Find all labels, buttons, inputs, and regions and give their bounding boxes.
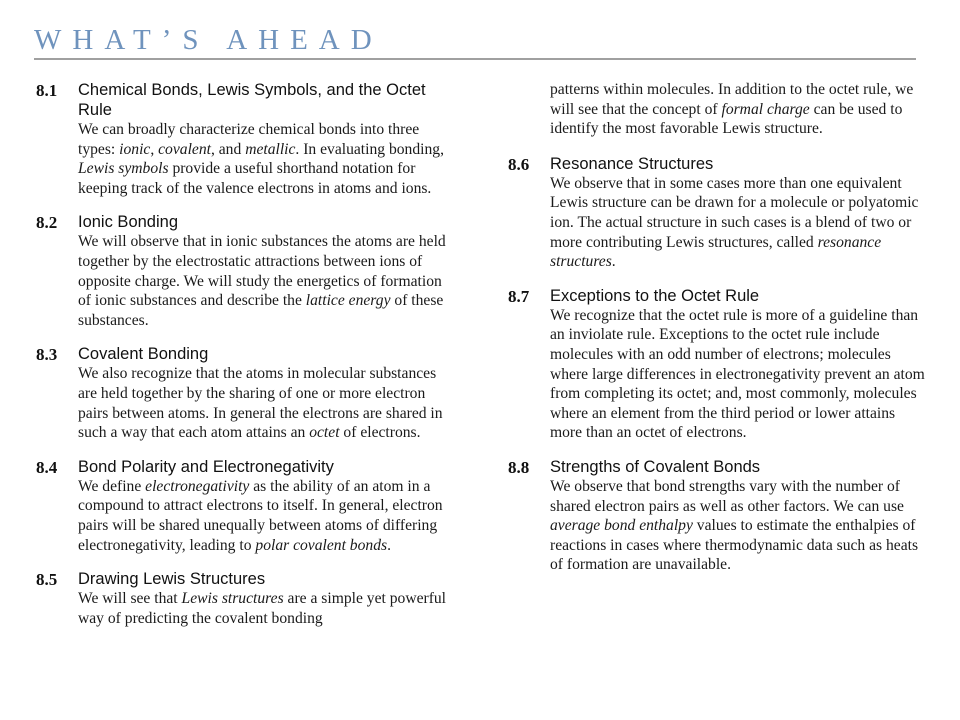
- italic-term: polar covalent bonds: [255, 536, 388, 554]
- section-title: Bond Polarity and Electronegativity: [78, 457, 334, 476]
- section-8-2: [36, 212, 456, 330]
- section-body: [78, 477, 456, 555]
- body-text: We observe that bond strengths vary with the number of shared electron pairs as well as other factors. We can use: [550, 477, 904, 515]
- body-text: as the ability of an atom in a compound to attract electrons to itself. In general, electron pairs will be shared unequally between atoms of differing electronegativity, leading to: [78, 477, 443, 554]
- section-title: Covalent Bonding: [78, 345, 209, 364]
- italic-term: covalent: [158, 140, 211, 158]
- italic-term: octet: [309, 424, 340, 442]
- italic-term: average bond enthalpy: [550, 517, 693, 535]
- section-number: 8.8: [508, 457, 530, 477]
- section-body: [550, 477, 928, 575]
- body-text: provide a useful shorthand notation for keeping track of the valence electrons in atoms and ions.: [78, 160, 432, 197]
- section-8-4: [36, 457, 456, 555]
- section-number: 8.5: [36, 570, 58, 590]
- italic-term: resonance structures: [550, 233, 882, 271]
- body-text: of these substances.: [78, 292, 444, 329]
- section-title: Strengths of Covalent Bonds: [550, 457, 761, 476]
- section-8-5: [36, 569, 456, 628]
- italic-term: Lewis symbols: [78, 160, 169, 178]
- body-text: We also recognize that the atoms in molecular substances are held together by the sharing of one or more electron pairs between atoms. In general the electrons are shared in such a way that each atom attains an: [78, 365, 443, 442]
- italic-term: Lewis structures: [181, 590, 284, 608]
- section-title: Ionic Bonding: [78, 213, 178, 232]
- italic-term: lattice energy: [305, 292, 391, 310]
- right-column: [508, 80, 928, 589]
- section-8-1: [36, 80, 456, 198]
- section-body: [550, 174, 928, 272]
- body-text: ,: [150, 140, 159, 158]
- section-number: 8.3: [36, 345, 58, 365]
- body-text: are a simple yet powerful way of predicting the covalent bonding: [78, 590, 447, 627]
- title-divider: [34, 58, 916, 60]
- section-8-8: [508, 457, 928, 575]
- section-title: Chemical Bonds, Lewis Symbols, and the Octet Rule: [78, 81, 426, 119]
- italic-term: metallic: [245, 140, 296, 158]
- italic-term: electronegativity: [145, 477, 250, 495]
- section-8-5-continued: [550, 80, 928, 139]
- section-8-6: [508, 154, 928, 272]
- body-text: can be used to identify the most favorable Lewis structure.: [550, 100, 903, 138]
- body-text: We can broadly characterize chemical bonds into three types:: [78, 121, 420, 158]
- page-title: WHAT’S AHEAD: [34, 24, 383, 56]
- section-number: 8.6: [508, 154, 530, 174]
- section-body: [78, 232, 456, 330]
- section-body: [78, 364, 456, 442]
- body-text: We define: [78, 477, 146, 495]
- italic-term: ionic: [119, 140, 151, 158]
- section-body: [550, 306, 928, 443]
- body-text: of electrons.: [339, 424, 421, 442]
- body-text: values to estimate the enthalpies of reactions in cases where thermodynamic data such as heats of formation are unavailable.: [550, 517, 919, 574]
- left-column: [36, 80, 456, 642]
- section-title: Resonance Structures: [550, 154, 714, 173]
- body-text: patterns within molecules. In addition to the octet rule, we will see that the concept of: [550, 81, 914, 118]
- body-text: . In evaluating bonding,: [295, 140, 444, 158]
- section-body: [78, 120, 456, 198]
- section-number: 8.1: [36, 81, 58, 100]
- body-text: , and: [210, 140, 246, 158]
- section-body: [78, 589, 456, 628]
- section-title: Exceptions to the Octet Rule: [550, 286, 760, 305]
- body-text: .: [387, 536, 391, 554]
- body-text: We will see that: [78, 590, 182, 608]
- section-number: 8.7: [508, 286, 530, 306]
- body-text: We observe that in some cases more than one equivalent Lewis structure can be drawn for a molecule or polyatomic ion. The actual structure in such cases is a blend of two or more contributing Lewis structures, called: [550, 174, 919, 251]
- body-text: We will observe that in ionic substances the atoms are held together by the electrostatic attractions between ions of opposite charge. We will study the energetics of formation of ionic substances and describe the: [78, 233, 446, 310]
- section-number: 8.2: [36, 213, 58, 233]
- section-8-7: [508, 286, 928, 443]
- body-text: .: [611, 253, 616, 271]
- section-title: Drawing Lewis Structures: [78, 570, 266, 589]
- section-number: 8.4: [36, 457, 58, 477]
- italic-term: formal charge: [721, 100, 810, 118]
- body-text: We recognize that the octet rule is more of a guideline than an inviolate rule. Exceptions to the octet rule include molecules with an odd number of electrons; molecules where large differences in electronegativity prevent an atom from completing its octet; and, most commonly, molecules where an element from the third period or lower attains more than an octet of electrons.: [550, 306, 925, 442]
- section-8-3: [36, 344, 456, 442]
